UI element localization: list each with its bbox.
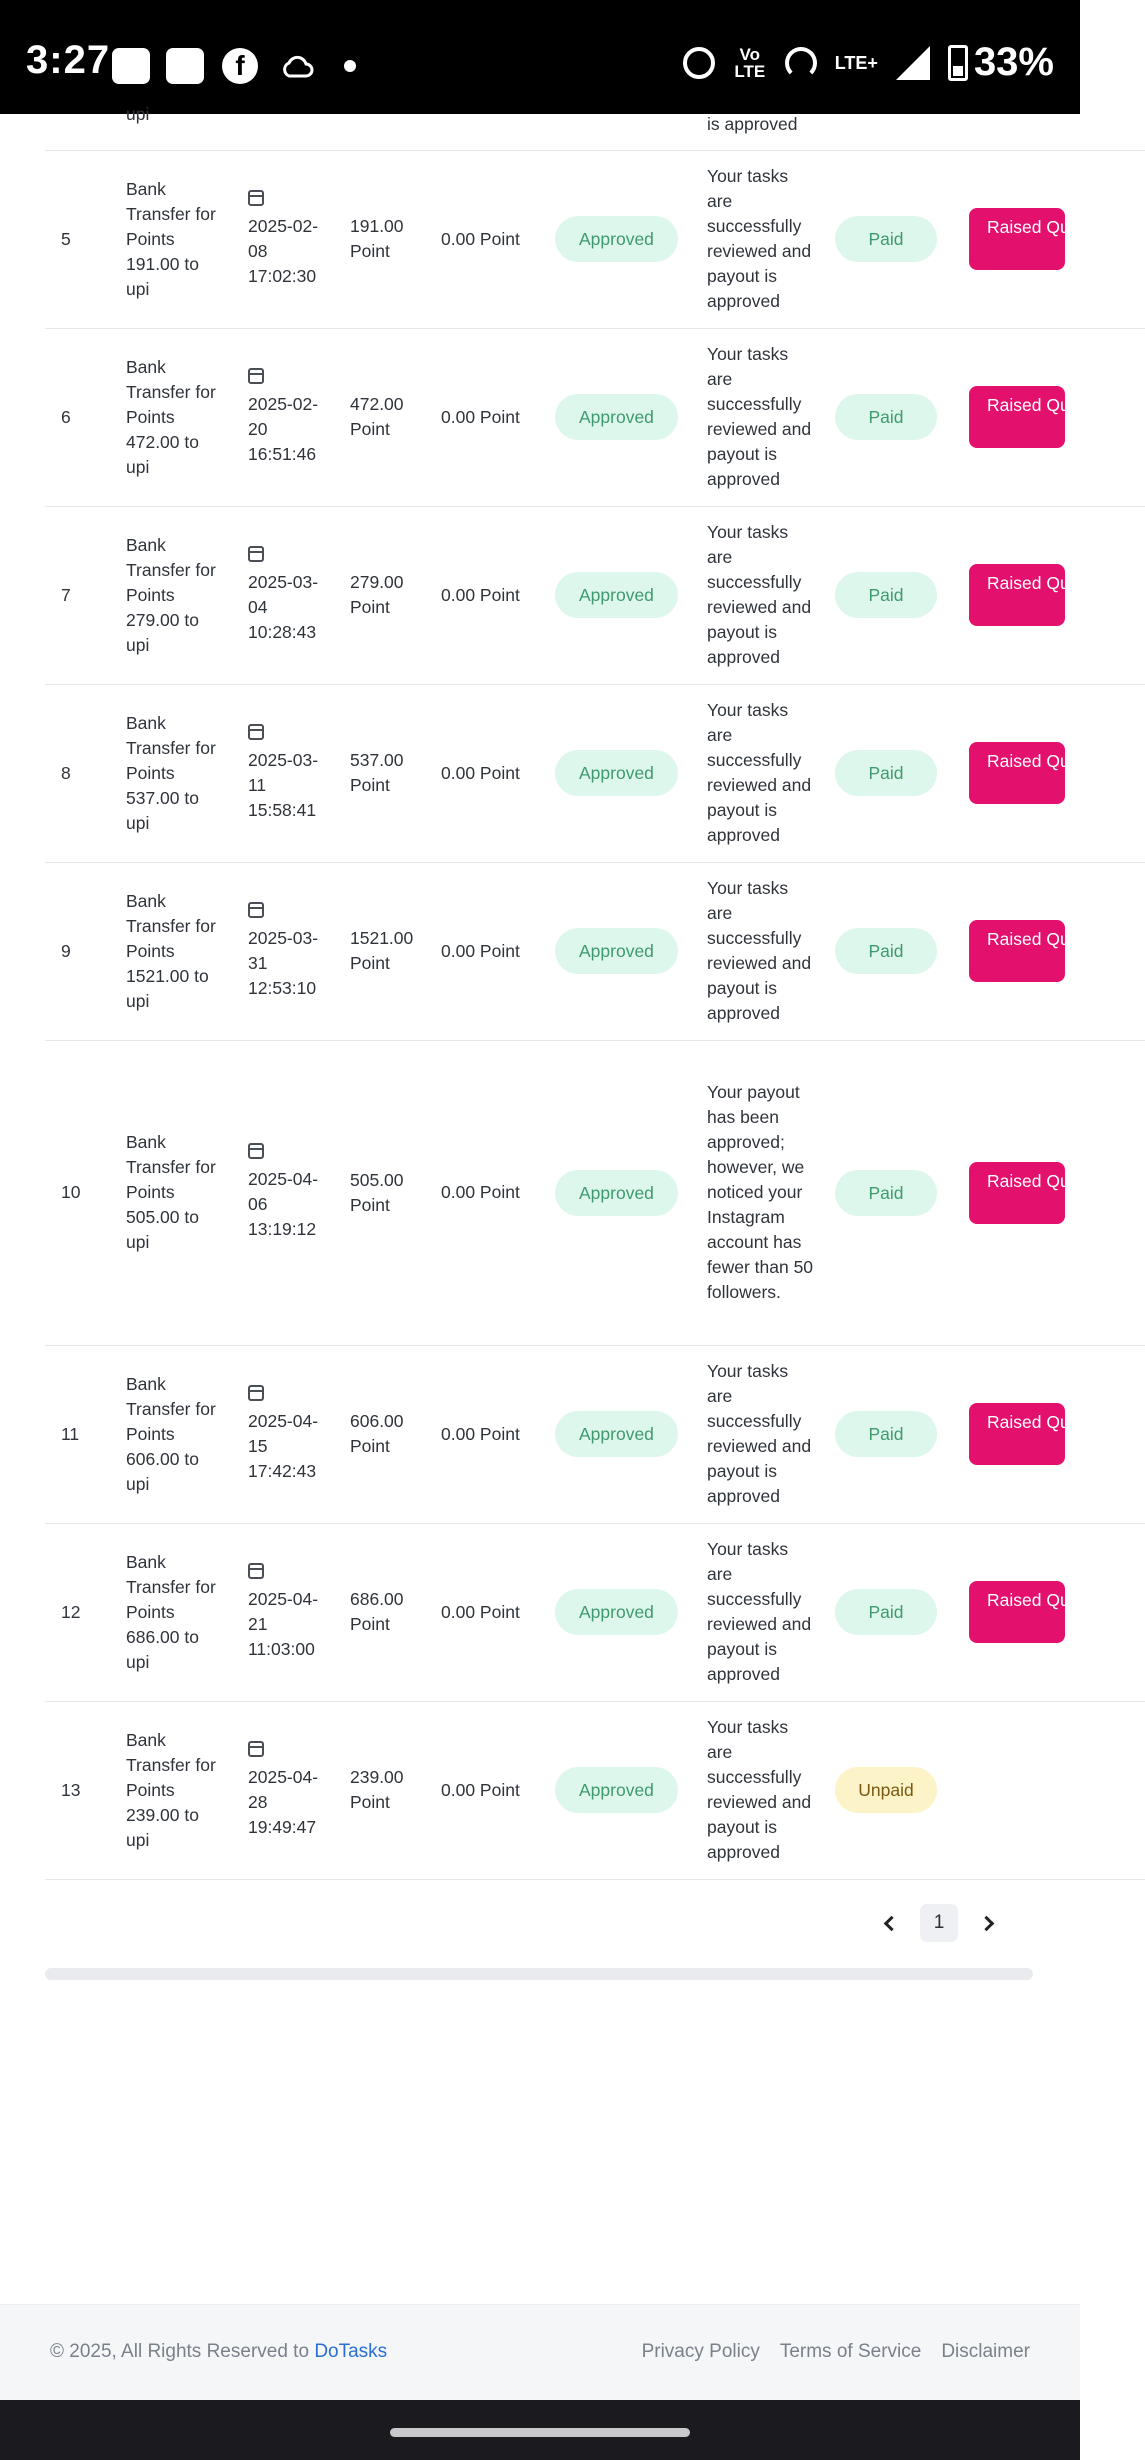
copyright [50,2341,387,2363]
row-number: 11 [61,1423,80,1444]
remark: Your payout has been approved; however, we noticed your Instagram account has fewer than 50 followers. [707,1082,814,1302]
status-badge-approved: Approved [555,1170,678,1216]
calendar-icon [248,1741,264,1757]
transaction-date: 2025-02-08 17:02:30 [248,215,319,286]
status-badge-approved: Approved [555,216,678,262]
transaction-date: 2025-02-20 16:51:46 [248,393,319,464]
raised-query-button[interactable]: Raised Query [969,564,1065,626]
remark: Your tasks are successfully reviewed and payout is approved [707,700,812,845]
raised-query-button[interactable]: Raised Query [969,208,1065,270]
remark-tail: is approved [707,114,798,134]
fee: 0.00 Point [441,762,520,783]
row-number: 9 [61,940,71,961]
transaction-description: Bank Transfer for Points 279.00 to upi [126,534,216,655]
prev-page-button[interactable] [870,1904,908,1942]
notification-block-icon [112,48,150,84]
brand-link[interactable]: DoTasks [314,2341,388,2362]
transaction-date: 2025-03-04 10:28:43 [248,571,319,642]
calendar-icon [248,902,264,918]
status-badge-approved: Approved [555,1411,678,1457]
terms-of-service-link[interactable]: Terms of Service [779,2341,922,2362]
payment-badge-paid: Paid [835,216,937,262]
row-number: 12 [61,1601,81,1622]
volte-icon: Vo LTE [734,44,766,81]
table-row [45,506,1145,684]
amount: 239.00 Point [350,1767,404,1812]
status-badge-approved: Approved [555,394,678,440]
footer-links [642,2341,1030,2363]
fee: 0.00 Point [441,406,520,427]
amount: 1521.00 Point [350,928,414,973]
calendar-icon [248,1563,264,1579]
row-number: 10 [61,1182,81,1202]
amount: 537.00 Point [350,750,404,795]
raised-query-button[interactable]: Raised Query [969,920,1065,982]
raised-query-button[interactable]: Raised Query [969,1403,1065,1465]
transaction-date: 2025-03-11 15:58:41 [248,749,319,820]
fee: 0.00 Point [441,1779,520,1800]
transaction-description: Bank Transfer for Points 191.00 to upi [126,178,216,299]
table-row [45,684,1145,862]
signal-icon [896,46,930,80]
row-number: 8 [61,762,71,783]
status-badge-approved: Approved [555,1589,678,1635]
remark: Your tasks are successfully reviewed and payout is approved [707,878,812,1023]
remark: Your tasks are successfully reviewed and payout is approved [707,1539,812,1684]
hotspot-icon [785,47,817,79]
transaction-date: 2025-04-15 17:42:43 [248,1410,319,1481]
row-number: 5 [61,228,71,249]
amount: 279.00 Point [350,572,404,617]
disclaimer-link[interactable]: Disclaimer [941,2341,1030,2362]
table-row [45,1701,1145,1879]
remark: Your tasks are successfully reviewed and payout is approved [707,1361,812,1506]
transaction-description: Bank Transfer for Points 1521.00 to upi [126,890,216,1011]
calendar-icon [248,368,264,384]
notification-block-icon [166,48,204,84]
remark: Your tasks are successfully reviewed and payout is approved [707,522,812,667]
raised-query-button[interactable]: Raised Query [969,742,1065,804]
battery [948,40,1054,85]
status-bar [0,0,1080,114]
table-row [45,328,1145,506]
table-row [45,1345,1145,1523]
calendar-icon [248,190,264,206]
payment-badge-paid: Paid [835,750,937,796]
horizontal-scrollbar[interactable] [45,1968,1033,1980]
transaction-description: Bank Transfer for Points 472.00 to upi [126,356,216,477]
status-badge-approved: Approved [555,1767,678,1813]
lte-icon: LTE+ [834,52,878,73]
status-right-icons [683,40,1054,85]
transactions-table [45,104,1145,1880]
payment-badge-paid: Paid [835,1589,937,1635]
status-badge-approved: Approved [555,750,678,796]
payment-badge-paid: Paid [835,1411,937,1457]
alarm-icon [683,47,715,79]
table-row-partial [45,114,1145,150]
transaction-date: 2025-04-28 19:49:47 [248,1766,319,1837]
payment-badge-paid: Paid [835,1170,937,1216]
fee: 0.00 Point [441,584,520,605]
table-row [45,150,1145,328]
privacy-policy-link[interactable]: Privacy Policy [641,2341,760,2362]
desc-tail: upi [126,104,150,124]
calendar-icon [248,546,264,562]
amount: 191.00 Point [350,216,404,261]
payment-badge-paid: Paid [835,394,937,440]
transaction-description: Bank Transfer for Points 606.00 to upi [126,1373,216,1494]
payment-badge-paid: Paid [835,928,937,974]
payment-badge-paid: Paid [835,572,937,618]
row-number: 6 [61,406,71,427]
facebook-icon: f [222,48,258,84]
amount: 686.00 Point [350,1589,404,1634]
fee: 0.00 Point [441,1182,520,1202]
table-row [45,1040,1145,1345]
transaction-description: Bank Transfer for Points 537.00 to upi [126,712,216,833]
copyright-text: © 2025, All Rights Reserved to [50,2341,310,2362]
calendar-icon [248,1143,264,1159]
clock: 3:27 [26,38,111,82]
amount: 505.00 Point [350,1169,404,1215]
fee: 0.00 Point [441,228,520,249]
chevron-left-icon [884,1915,900,1931]
raised-query-button[interactable]: Raised Query [969,1162,1065,1224]
transaction-description: Bank Transfer for Points 686.00 to upi [126,1551,216,1672]
transaction-date: 2025-03-31 12:53:10 [248,927,319,998]
chevron-right-icon [979,1915,995,1931]
row-number: 7 [61,584,71,605]
table-row [45,1523,1145,1701]
transactions-table-container[interactable] [45,104,1094,1884]
remark: Your tasks are successfully reviewed and payout is approved [707,1717,812,1862]
transaction-date: 2025-04-06 13:19:12 [248,1169,319,1239]
calendar-icon [248,1385,264,1401]
footer [0,2304,1080,2400]
status-badge-approved: Approved [555,928,678,974]
fee: 0.00 Point [441,1423,520,1444]
battery-percent: 33% [973,40,1054,84]
cloud-icon [280,54,314,80]
transaction-description: Bank Transfer for Points 239.00 to upi [126,1729,216,1850]
row-number: 13 [61,1779,81,1800]
battery-icon [948,45,968,81]
next-page-button[interactable] [970,1904,1008,1942]
remark: Your tasks are successfully reviewed and payout is approved [707,166,812,311]
system-nav-bar [0,2400,1080,2460]
transaction-date: 2025-04-21 11:03:00 [248,1588,319,1659]
raised-query-button[interactable]: Raised Query [969,1581,1065,1643]
pagination [870,1904,1008,1942]
table-row [45,862,1145,1040]
page-number-button[interactable]: 1 [920,1904,958,1942]
fee: 0.00 Point [441,1601,520,1622]
dot-icon [344,60,356,72]
status-badge-approved: Approved [555,572,678,618]
payment-badge-unpaid: Unpaid [835,1767,937,1813]
calendar-icon [248,724,264,740]
amount: 472.00 Point [350,394,404,439]
raised-query-button[interactable]: Raised Query [969,386,1065,448]
home-gesture-pill[interactable] [390,2428,690,2437]
fee: 0.00 Point [441,940,520,961]
amount: 606.00 Point [350,1411,404,1456]
transaction-description: Bank Transfer for Points 505.00 to upi [126,1132,216,1252]
remark: Your tasks are successfully reviewed and payout is approved [707,344,812,489]
